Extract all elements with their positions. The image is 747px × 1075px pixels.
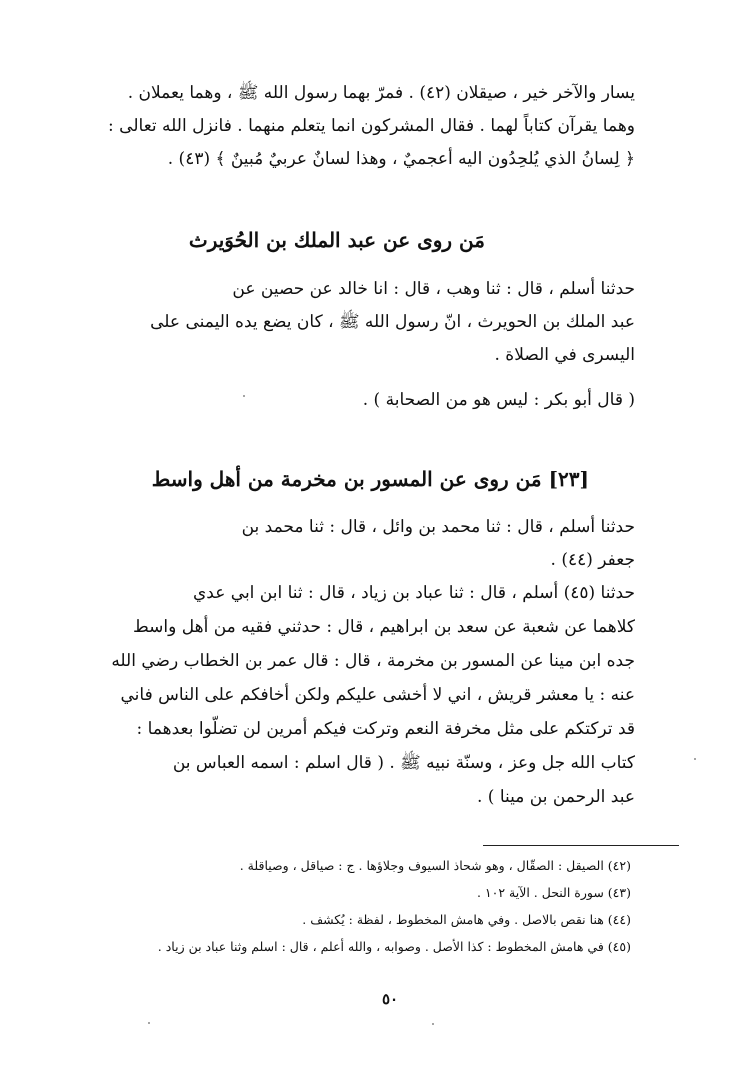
page-number: ٥٠ bbox=[381, 990, 399, 1008]
text-line: كلاهما عن شعبة عن سعد بن ابراهيم ، قال : حدثني فقيه من أهل واسط bbox=[133, 617, 635, 637]
text-line: كتاب الله جل وعز ، وسنّة نبيه ﷺ . ( قال اسلم : اسمه العباس بن bbox=[172, 753, 635, 773]
text-line: ﴿ لِسانُ الذي يُلحِدُون اليه أعجميٌ ، وهذا لسانٌ عربيٌ مُبينٌ ﴾ (٤٣) . bbox=[167, 149, 635, 169]
editor-note: ( قال أبو بكر : ليس هو من الصحابة ) . bbox=[362, 390, 635, 410]
scan-speck bbox=[243, 395, 245, 397]
footnote: (٤٥) في هامش المخطوط : كذا الأصل . وصوابه ، والله أعلم ، قال : اسلم وثنا عباد بن زياد . bbox=[157, 939, 631, 954]
text-line: قد تركتكم على مثل مخرفة النعم وتركت فيكم أمرين لن تضلّوا بعدهما : bbox=[136, 719, 635, 739]
scan-speck bbox=[694, 758, 696, 760]
text-line: جده ابن مينا عن المسور بن مخرمة ، قال : قال عمر بن الخطاب رضي الله bbox=[111, 651, 635, 671]
text-line: عبد الملك بن الحويرث ، انّ رسول الله ﷺ ، كان يضع يده اليمنى على bbox=[150, 312, 635, 332]
text-line: حدثنا (٤٥) أسلم ، قال : ثنا عباد بن زياد ، قال : ثنا ابن ابي عدي bbox=[193, 583, 635, 603]
text-line: وهما يقرآن كتاباً لهما . فقال المشركون انما يتعلم منهما . فانزل الله تعالى : bbox=[108, 116, 635, 136]
scan-speck bbox=[148, 1022, 150, 1024]
footnote-separator bbox=[483, 845, 679, 846]
footnote: (٤٣) سورة النحل . الآية ١٠٢ . bbox=[476, 885, 631, 900]
text-line: عبد الرحمن بن مينا ) . bbox=[476, 787, 635, 807]
scan-speck bbox=[432, 1023, 434, 1025]
section-heading-miswar: [٢٣] مَن روى عن المسور بن مخرمة من أهل واسط bbox=[151, 467, 589, 491]
footnote: (٤٢) الصيقل : الصقّال ، وهو شحاذ السيوف وجلاؤها . ج : صياقل ، وصياقلة . bbox=[239, 858, 631, 873]
text-line: يسار والآخر خير ، صيقلان (٤٢) . فمرّ بهما رسول الله ﷺ ، وهما يعملان . bbox=[127, 83, 635, 103]
text-line: عنه : يا معشر قريش ، اني لا أخشى عليكم ولكن أخافكم على الناس فاني bbox=[120, 685, 635, 705]
text-line: اليسرى في الصلاة . bbox=[494, 345, 635, 365]
footnote: (٤٤) هنا نقص بالاصل . وفي هامش المخطوط ، لفظة : يُكشف . bbox=[302, 912, 631, 927]
section-heading-abd-al-malik: مَن روى عن عبد الملك بن الحُوَيرث bbox=[188, 228, 485, 252]
text-line: جعفر (٤٤) . bbox=[550, 550, 635, 570]
text-line: حدثنا أسلم ، قال : ثنا محمد بن وائل ، قال : ثنا محمد بن bbox=[241, 517, 635, 537]
text-line: حدثنا أسلم ، قال : ثنا وهب ، قال : انا خالد عن حصين عن bbox=[232, 279, 635, 299]
